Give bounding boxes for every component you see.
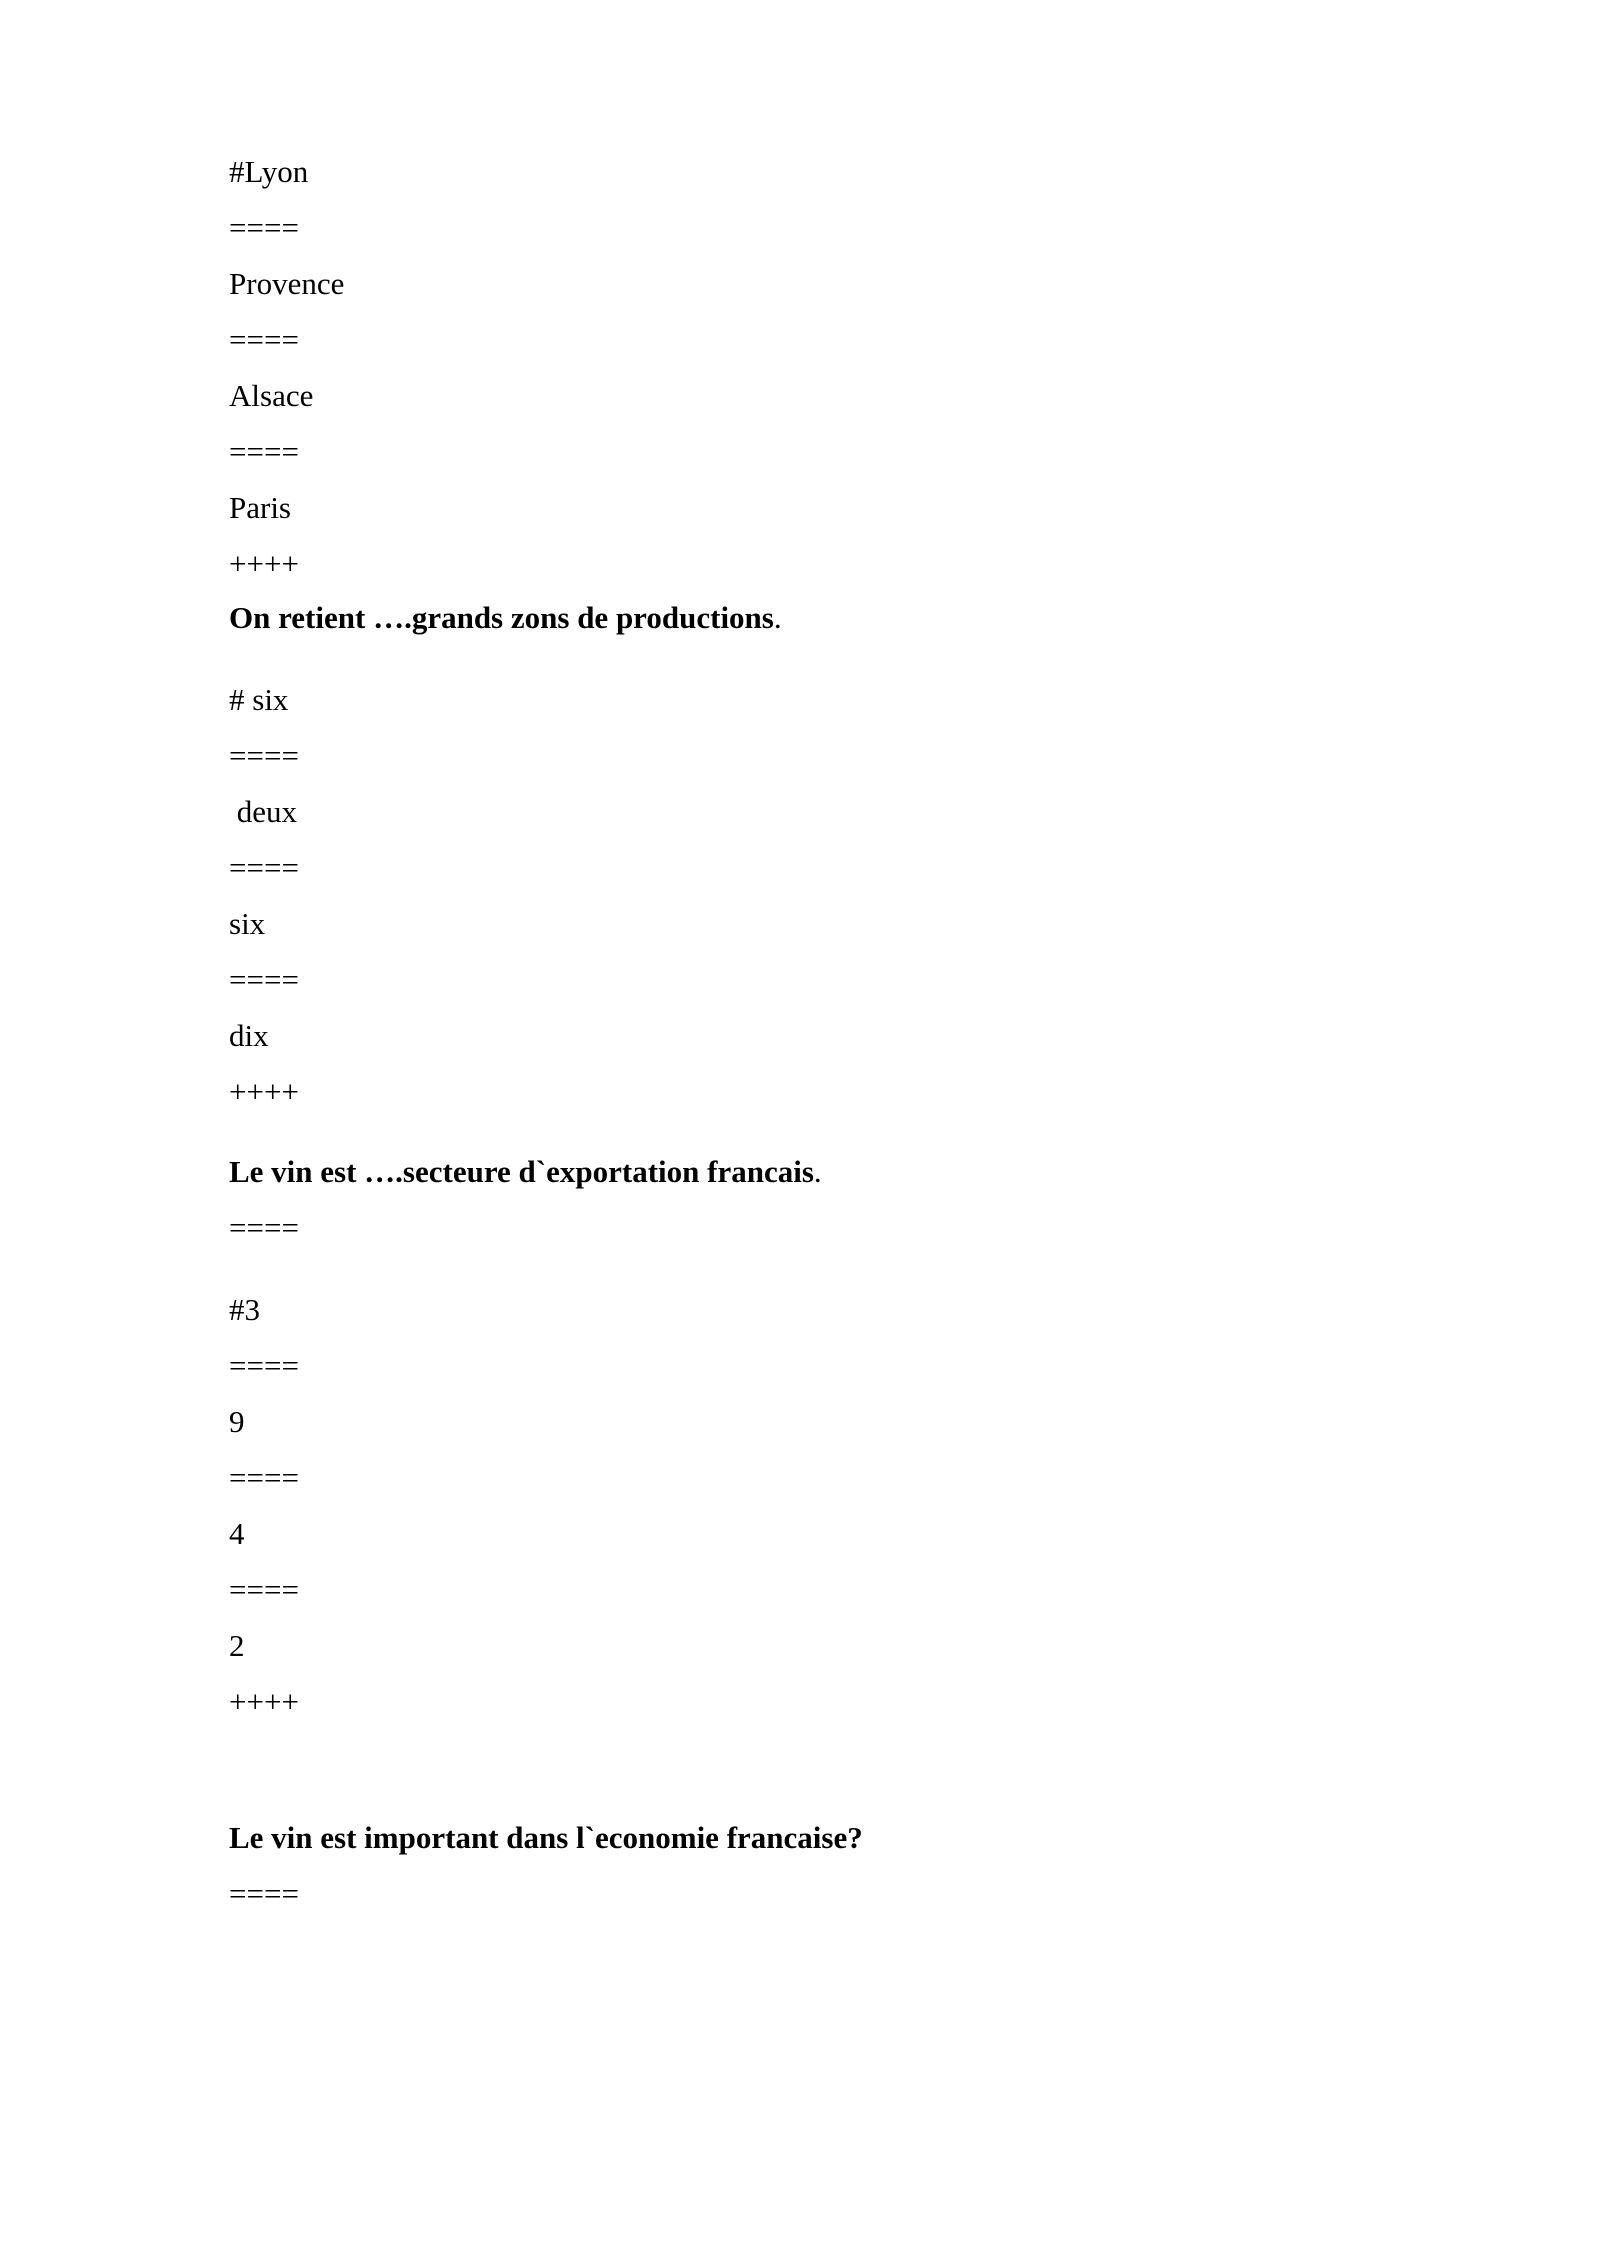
- question-text: On retient ….grands zons de productions: [229, 600, 774, 635]
- question-punctuation: .: [813, 1154, 822, 1189]
- block-end-marker: ++++: [229, 1074, 299, 1109]
- block-end-marker: ++++: [229, 1684, 299, 1719]
- separator: ====: [229, 434, 299, 469]
- question-heading: [229, 1154, 822, 1190]
- option-text: 4: [229, 1516, 245, 1551]
- option-text: deux: [229, 794, 298, 829]
- option-text: #3: [229, 1292, 260, 1327]
- separator: ====: [229, 1572, 299, 1607]
- separator: ====: [229, 210, 299, 245]
- separator: ====: [229, 850, 299, 885]
- block-end-marker: ++++: [229, 546, 299, 581]
- question-punctuation: .: [773, 600, 782, 635]
- question-text: Le vin est ….secteure d`exportation francais: [229, 1154, 814, 1189]
- separator: ====: [229, 322, 299, 357]
- question-heading: [229, 600, 782, 636]
- option-text: Provence: [229, 266, 345, 301]
- option-text: Alsace: [229, 378, 314, 413]
- separator: ====: [229, 1210, 299, 1245]
- option-text: dix: [229, 1018, 269, 1053]
- option-text: #Lyon: [229, 154, 309, 189]
- separator: ====: [229, 1348, 299, 1383]
- option-text: 2: [229, 1628, 245, 1663]
- separator: ====: [229, 1876, 299, 1911]
- question-heading: Le vin est important dans l`economie francaise?: [229, 1820, 863, 1855]
- option-text: six: [229, 906, 266, 941]
- separator: ====: [229, 1460, 299, 1495]
- separator: ====: [229, 962, 299, 997]
- option-text: # six: [229, 682, 289, 717]
- option-text: 9: [229, 1404, 245, 1439]
- separator: ====: [229, 738, 299, 773]
- option-text: Paris: [229, 490, 291, 525]
